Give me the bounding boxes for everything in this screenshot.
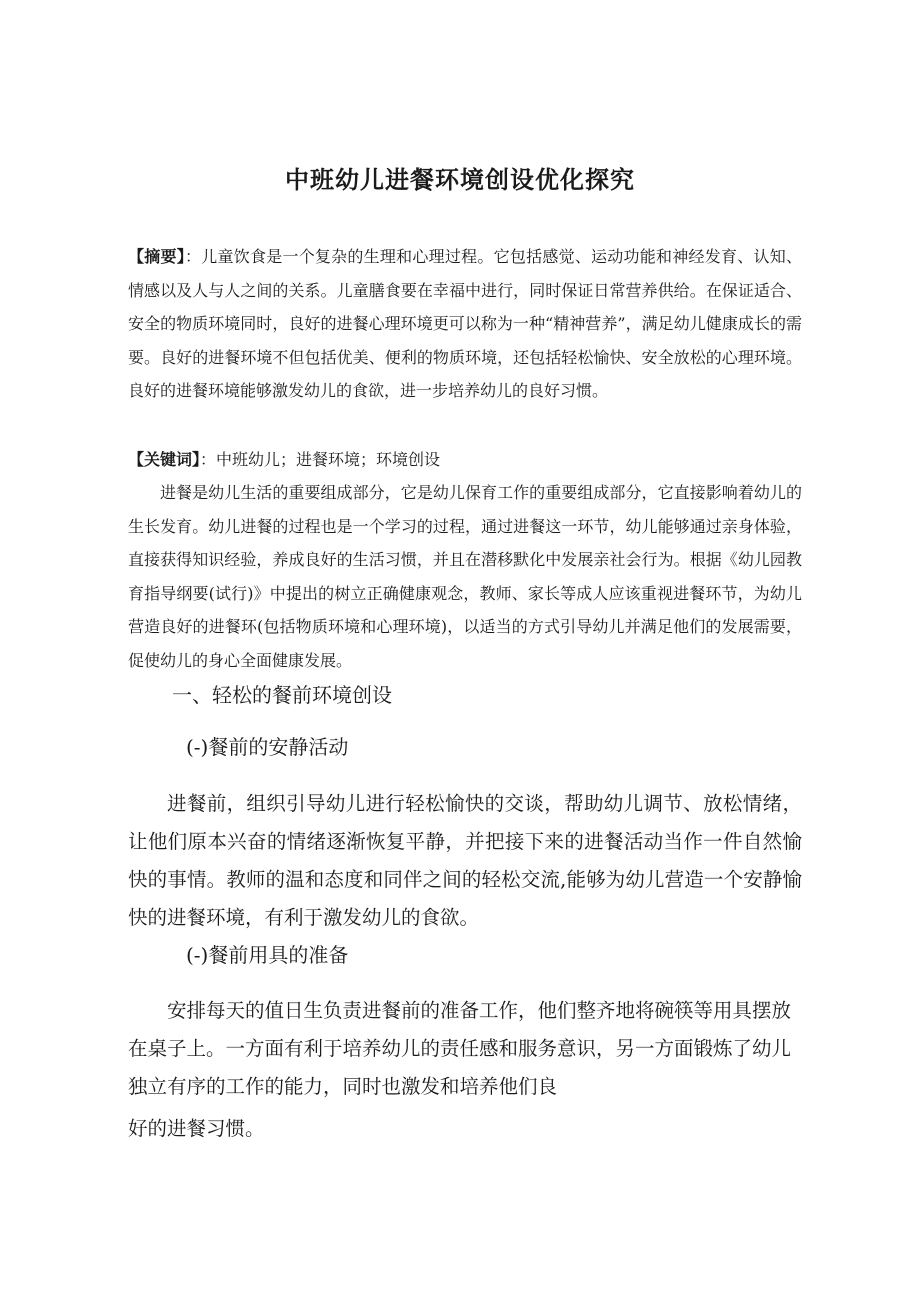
- subsection-heading-2: (-)餐前用具的准备: [186, 943, 349, 967]
- subsection-2-continuation-text: 好的进餐习惯。: [128, 1117, 265, 1140]
- abstract-label: 【摘要】: [128, 247, 185, 266]
- abstract-paragraph: [128, 240, 802, 408]
- subsection-2-text: 安排每天的值日生负责进餐前的准备工作，他们整齐地将碗筷等用具摆放在桌子上。一方面有利于培养幼儿的责任感和服务意识，另一方面锻炼了幼儿独立有序的工作的能力，同时也激发和培养他们良: [128, 999, 792, 1098]
- abstract-separator: ：: [184, 247, 202, 266]
- subsection-2-paragraph: [128, 992, 802, 1106]
- subsection-1-text: 进餐前，组织引导幼儿进行轻松愉快的交谈，帮助幼儿调节、放松情绪，让他们原本兴奋的情绪逐渐恢复平静，并把接下来的进餐活动当作一件自然愉快的事情。教师的温和态度和同伴之间的轻松交流,能够为幼儿营造一个安静愉快的进餐环境，有利于激发幼儿的食欲。: [128, 792, 802, 929]
- document-title: 中班幼儿进餐环境创设优化探究: [285, 166, 635, 194]
- abstract-text: 儿童饮食是一个复杂的生理和心理过程。它包括感觉、运动功能和神经发育、认知、情感以及人与人之间的关系。儿童膳食要在幸福中进行，同时保证日常营养供给。在保证适合、安全的物质环境同时，良好的进餐心理环境更可以称为一种“精神营养”，满足幼儿健康成长的需要。良好的进餐环境不但包括优美、便利的物质环境，还包括轻松愉快、安全放松的心理环境。良好的进餐环境能够激发幼儿的食欲，进一步培养幼儿的良好习惯。: [128, 247, 802, 400]
- intro-text: 进餐是幼儿生活的重要组成部分，它是幼儿保育工作的重要组成部分，它直接影响着幼儿的生长发育。幼儿进餐的过程也是一个学习的过程，通过进餐这一环节，幼儿能够通过亲身体验，直接获得知识经验，养成良好的生活习惯，并且在潜移默化中发展亲社会行为。根据《幼儿园教育指导纲要(试行)》中提出的树立正确健康观念，教师、家长等成人应该重视进餐环节，为幼儿营造良好的进餐环(包括物质环境和心理环境)，以适当的方式引导幼儿并满足他们的发展需要，促使幼儿的身心全面健康发展。: [128, 483, 802, 670]
- intro-paragraph: [128, 476, 802, 677]
- keywords-separator: ：: [200, 450, 217, 469]
- keywords-label: 【关键词】: [128, 450, 201, 469]
- keywords-text: 中班幼儿；进餐环境；环境创设: [216, 450, 441, 469]
- section-heading-1: 一、轻松的餐前环境创设: [172, 683, 392, 707]
- subsection-1-paragraph: [128, 785, 802, 937]
- subsection-heading-1: (-)餐前的安静活动: [186, 735, 349, 759]
- subsection-2-continuation: [128, 1110, 802, 1148]
- keywords-paragraph: [128, 443, 802, 477]
